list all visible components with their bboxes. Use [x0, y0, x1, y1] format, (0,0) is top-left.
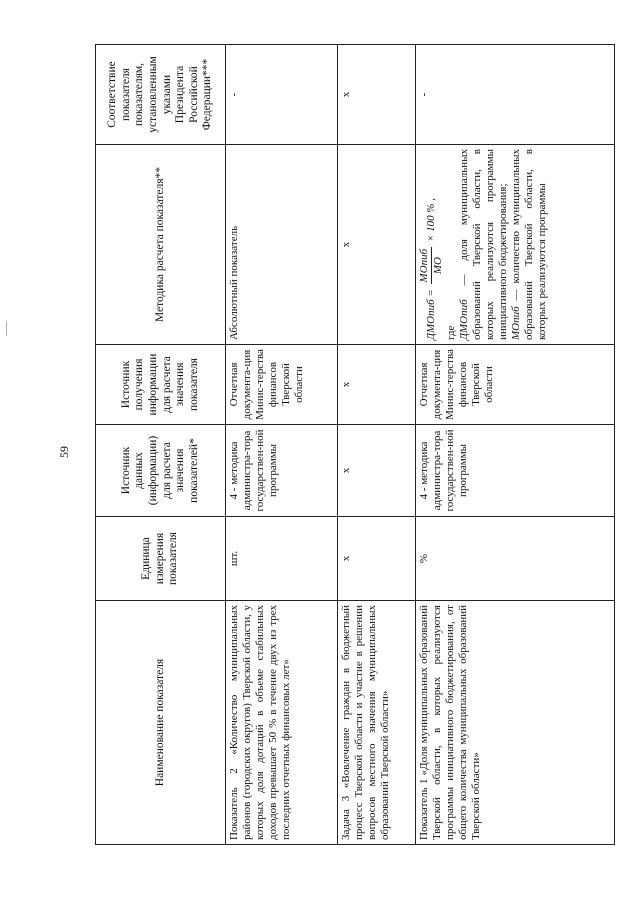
row2-info-source: х	[338, 345, 416, 425]
row3-data-source: 4 - методика администра-тора государствен-ной программы	[416, 425, 615, 517]
row2-data-source: х	[338, 425, 416, 517]
row1-name: Показатель 2 «Количество муниципальных районов (городских округов) Тверской области, у которых доля дотаций в объеме стабильных доходов превышает 50 % в течение двух из трех последних отчетных финансовых лет»	[226, 601, 338, 845]
indicators-table	[95, 44, 615, 845]
row2-method: х	[338, 145, 416, 345]
header-method: Методика расчета показателя**	[96, 145, 226, 345]
definition-2	[510, 149, 549, 340]
table-row	[416, 45, 615, 845]
row3-name: Показатель 1 «Доля муниципальных образований Тверской области, в которых реализуются программы инициативного бюджетирования, от общего количества муниципальных образований Тверской области»	[416, 601, 615, 845]
formula-lhs: ДМОпиб =	[425, 289, 437, 340]
row3-info-source: Отчетная документа-ция Минис-терства финансов Тверской области	[416, 345, 615, 425]
definition-1-symbol: ДМОпиб	[457, 299, 470, 340]
row1-data-source: 4 - методика администра-тора государствен-ной программы	[226, 425, 338, 517]
formula-numerator: МОпиб	[418, 248, 430, 283]
rotated-table-container	[95, 45, 615, 845]
row3-method	[416, 145, 615, 345]
row1-unit: шт.	[226, 517, 338, 601]
row3-unit: %	[416, 517, 615, 601]
header-info-source: Источник получения информации для расчета значения показателя	[96, 345, 226, 425]
row1-info-source: Отчетная документа-ция Минис-терства финансов Тверской области	[226, 345, 338, 425]
table-row	[226, 45, 338, 845]
row1-method: Абсолютный показатель	[226, 145, 338, 345]
formula	[418, 149, 445, 340]
row2-name: Задача 3 «Вовлечение граждан в бюджетный процесс Тверской области и участие в решении вопросов местного значения муниципальных образований Тверской области»	[338, 601, 416, 845]
definition-1-text: — доля муниципальных образований Тверской области, в которых реализуются программы инициативного бюджетирования;	[457, 149, 509, 340]
formula-denominator: МО	[431, 257, 444, 275]
formula-where: где	[444, 325, 457, 340]
row2-compliance: х	[338, 45, 416, 145]
header-name: Наименование показателя	[96, 601, 226, 845]
definition-2-text: — количество муниципальных образований Тверской области, в которых реализуются программы	[509, 148, 548, 340]
margin-mark	[6, 322, 7, 336]
definition-2-symbol: МОпиб	[509, 306, 522, 340]
table-header-row	[96, 45, 226, 845]
row1-compliance: -	[226, 45, 338, 145]
formula-rhs: × 100 % ,	[425, 197, 437, 243]
row2-unit: х	[338, 517, 416, 601]
page-number: 59	[57, 446, 71, 458]
header-unit: Единица измерения показателя	[96, 517, 226, 601]
row3-compliance: -	[416, 45, 615, 145]
header-compliance: Соответствие показателя показателям, установленным указами Президента Российской Федерации***	[96, 45, 226, 145]
table-row	[338, 45, 416, 845]
header-data-source: Источник данных (информации) для расчета значения показателей*	[96, 425, 226, 517]
formula-fraction	[418, 247, 445, 285]
definition-1	[458, 149, 510, 340]
